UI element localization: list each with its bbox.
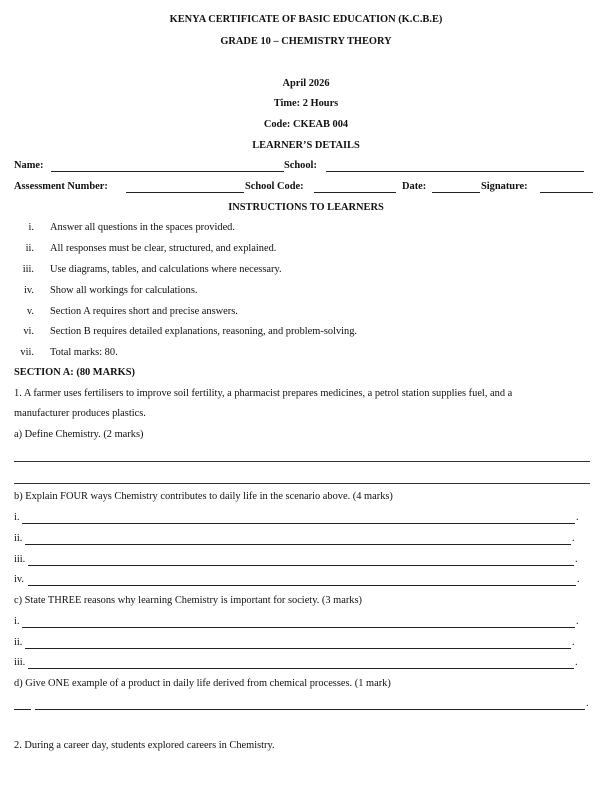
answer-label: iii. [14, 554, 26, 565]
section-a-heading: SECTION A: (80 MARKS) [14, 367, 135, 378]
line-end-dot: . [572, 637, 575, 648]
exam-date: April 2026 [282, 78, 330, 89]
exam-title: KENYA CERTIFICATE OF BASIC EDUCATION (K.C.B.E) [169, 14, 443, 25]
instruction-number: i. [28, 222, 34, 233]
date-label: Date: [402, 181, 427, 192]
answer-label: iv. [14, 574, 25, 585]
instruction-number: vi. [23, 326, 34, 337]
answer-label: i. [14, 616, 20, 627]
exam-subtitle: GRADE 10 – CHEMISTRY THEORY [220, 36, 392, 47]
question-1-text-cont: manufacturer produces plastics. [14, 408, 146, 419]
answer-line[interactable] [28, 565, 574, 566]
line-end-dot: . [572, 533, 575, 544]
signature-field[interactable] [540, 192, 593, 193]
instruction-text: Show all workings for calculations. [50, 285, 198, 296]
answer-line[interactable] [28, 668, 574, 669]
answer-label: ii. [14, 637, 23, 648]
school-code-field[interactable] [314, 192, 396, 193]
answer-line[interactable] [14, 483, 590, 484]
learner-details-heading: LEARNER’S DETAILS [252, 140, 360, 151]
question-1-text: 1. A farmer uses fertilisers to improve soil fertility, a pharmacist prepares medicines, a petrol station supplies fuel, and a [14, 388, 513, 399]
name-field[interactable] [51, 171, 284, 172]
answer-label: i. [14, 512, 20, 523]
date-field[interactable] [432, 192, 480, 193]
name-label: Name: [14, 160, 44, 171]
question-1d: d) Give ONE example of a product in daily life derived from chemical processes. (1 mark) [14, 678, 391, 689]
instruction-text: Answer all questions in the spaces provided. [50, 222, 235, 233]
exam-code: Code: CKEAB 004 [263, 119, 349, 130]
instructions-heading: INSTRUCTIONS TO LEARNERS [228, 202, 384, 213]
answer-line[interactable] [14, 709, 31, 710]
line-end-dot: . [576, 616, 579, 627]
line-end-dot: . [576, 512, 579, 523]
instruction-number: ii. [25, 243, 34, 254]
instruction-number: v. [26, 306, 34, 317]
line-end-dot: . [575, 657, 578, 668]
answer-line[interactable] [22, 523, 575, 524]
answer-line[interactable] [25, 648, 571, 649]
instruction-text: Section B requires detailed explanations, reasoning, and problem-solving. [50, 326, 358, 337]
school-label: School: [284, 160, 317, 171]
answer-line[interactable] [22, 627, 575, 628]
instruction-text: Section A requires short and precise answers. [50, 306, 238, 317]
instruction-number: iv. [23, 285, 34, 296]
question-1c: c) State THREE reasons why learning Chemistry is important for society. (3 marks) [14, 595, 363, 606]
answer-line[interactable] [28, 585, 576, 586]
answer-label: ii. [14, 533, 23, 544]
exam-time: Time: 2 Hours [273, 98, 339, 109]
school-field[interactable] [326, 171, 584, 172]
instruction-text: Use diagrams, tables, and calculations where necessary. [50, 264, 282, 275]
answer-line[interactable] [14, 461, 590, 462]
signature-label: Signature: [481, 181, 528, 192]
question-2-text: 2. During a career day, students explored careers in Chemistry. [14, 740, 275, 751]
line-end-dot: . [575, 554, 578, 565]
instruction-number: iii. [22, 264, 34, 275]
school-code-label: School Code: [245, 181, 304, 192]
answer-line[interactable] [35, 709, 585, 710]
question-1b: b) Explain FOUR ways Chemistry contributes to daily life in the scenario above. (4 marks) [14, 491, 393, 502]
line-end-dot: . [586, 698, 589, 709]
instruction-text: All responses must be clear, structured, and explained. [50, 243, 277, 254]
assessment-number-label: Assessment Number: [14, 181, 108, 192]
line-end-dot: . [577, 574, 580, 585]
question-1a: a) Define Chemistry. (2 marks) [14, 429, 144, 440]
instruction-text: Total marks: 80. [50, 347, 118, 358]
assessment-number-field[interactable] [126, 192, 244, 193]
instruction-number: vii. [20, 347, 34, 358]
answer-label: iii. [14, 657, 26, 668]
answer-line[interactable] [25, 544, 571, 545]
